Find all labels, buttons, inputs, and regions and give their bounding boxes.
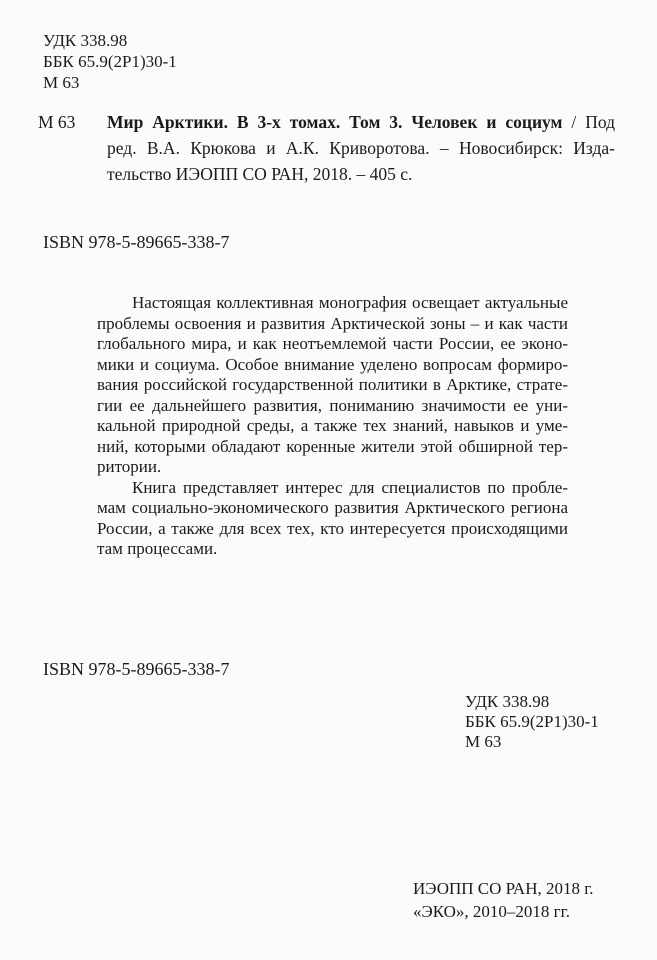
text-line: проблемы освоения и развития Арктической зоны – и как части xyxy=(97,313,568,333)
annotation-paragraph-1 xyxy=(97,293,568,478)
text-line: Настоящая коллективная монография освещает актуальные xyxy=(132,293,568,312)
citation-lines xyxy=(107,135,615,187)
bibliographic-citation xyxy=(38,109,615,187)
text-line: глобального мира, и как неотъемлемой части России, ее эконо- xyxy=(97,334,568,353)
citation-title-line xyxy=(107,109,615,135)
text-line: Книга представляет интерес для специалистов по пробле- xyxy=(132,477,568,497)
text-line: ред. В.А. Крюкова и А.К. Криворотова. – Новосибирск: Изда- xyxy=(107,138,615,158)
publisher-credits xyxy=(413,877,594,923)
annotation-paragraph-2 xyxy=(97,478,568,560)
book-title: Мир Арктики. В 3-х томах. Том 3. Человек и социум xyxy=(107,112,563,132)
bottom-bibliographic-codes xyxy=(465,692,599,752)
text-line: России, а также для всех тех, кто интересуется происходящими xyxy=(97,518,568,538)
text-line: ний, которыми обладают коренные жители этой обширной тер- xyxy=(97,436,568,456)
author-sign-code: М 63 xyxy=(465,732,502,751)
citation-title-rest: / Под xyxy=(562,112,616,132)
citation-label: М 63 xyxy=(38,112,76,132)
text-line: там процессами. xyxy=(97,539,218,558)
publisher-line-journal: «ЭКО», 2010–2018 гг. xyxy=(413,902,570,921)
text-line: вания российской государственной политики в Арктике, страте- xyxy=(97,375,568,394)
bbk-code: ББК 65.9(2Р1)30-1 xyxy=(465,712,599,731)
isbn-line-bottom: ISBN 978-5-89665-338-7 xyxy=(43,659,230,679)
udk-code: УДК 338.98 xyxy=(465,692,550,711)
text-line: ритории. xyxy=(97,457,162,476)
text-line: гии ее дальнейшего развития, пониманию значимости ее уни- xyxy=(97,395,568,415)
publisher-line-institute: ИЭОПП СО РАН, 2018 г. xyxy=(413,879,594,898)
isbn-line-top: ISBN 978-5-89665-338-7 xyxy=(43,232,230,252)
author-sign-code: М 63 xyxy=(43,73,80,92)
udk-code: УДК 338.98 xyxy=(43,31,128,50)
text-line: мики и социума. Особое внимание уделено вопросам формиро- xyxy=(97,354,568,374)
text-line: кальной природной среды, а также тех знаний, навыков и уме- xyxy=(97,416,568,435)
bbk-code: ББК 65.9(2Р1)30-1 xyxy=(43,52,177,71)
citation-text xyxy=(107,109,615,187)
annotation xyxy=(97,293,568,560)
text-line: мам социально-экономического развития Арктического региона xyxy=(97,498,568,517)
text-line: тельство ИЭОПП СО РАН, 2018. – 405 с. xyxy=(107,164,413,184)
top-bibliographic-codes xyxy=(43,30,177,93)
